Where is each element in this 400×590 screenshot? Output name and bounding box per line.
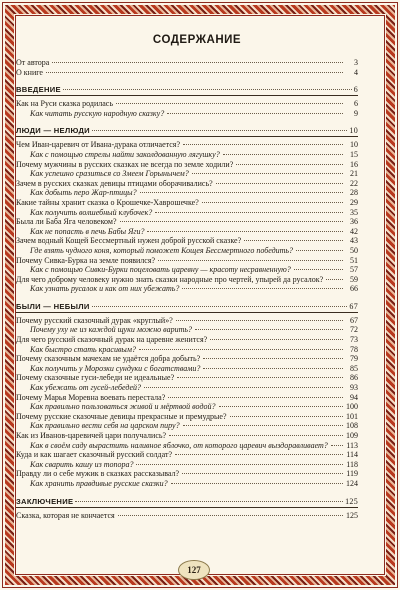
toc-entry-page: 101 (346, 411, 358, 421)
section-heading-title: ЛЮДИ — НЕЛЮДИ (16, 126, 90, 136)
dot-leader (331, 445, 343, 446)
dot-leader (219, 406, 344, 407)
dot-leader (175, 454, 343, 455)
dot-leader (236, 164, 343, 165)
toc-entry[interactable] (16, 364, 358, 374)
dot-leader (118, 515, 343, 516)
toc-entry[interactable] (16, 284, 358, 294)
toc-entry[interactable] (16, 412, 358, 422)
toc-entry-page: 9 (354, 108, 358, 118)
toc-entry-page: 93 (350, 383, 358, 393)
toc-entry-page: 108 (346, 421, 358, 431)
dot-leader (294, 269, 343, 270)
section-heading-page: 10 (349, 126, 358, 136)
toc-entry-title: Как быстро стать красивым? (30, 344, 136, 354)
section-heading-title: ВВЕДЕНИЕ (16, 85, 61, 95)
dot-leader (182, 473, 343, 474)
toc-entry-title: Как читать русскую народную сказку? (30, 108, 165, 118)
toc-entry-page: 72 (350, 325, 358, 335)
toc-entry-page: 51 (350, 255, 358, 265)
dot-leader (140, 192, 343, 193)
toc-entry-title: Как из Иванов-царевичей цари получались? (16, 431, 167, 440)
dot-leader (244, 240, 343, 241)
toc-entry-page: 35 (350, 207, 358, 217)
dot-leader (167, 113, 343, 114)
section-heading-page: 125 (345, 496, 358, 506)
dot-leader (177, 377, 343, 378)
toc-entry-title: Почему русский сказочный дурак «круглый»? (16, 315, 173, 325)
toc-entry[interactable] (16, 450, 358, 460)
section-heading[interactable] (16, 302, 358, 311)
section-heading[interactable] (16, 497, 358, 506)
toc-entry-title: Сказка, которая не кончается (16, 510, 115, 520)
toc-entry[interactable] (16, 169, 358, 179)
toc-entry[interactable] (16, 325, 358, 335)
dot-leader (203, 368, 343, 369)
toc-entry-page: 36 (350, 217, 358, 227)
page-number: 127 (178, 560, 210, 580)
section-rule (16, 312, 358, 313)
section-rule (16, 507, 358, 508)
toc-entry[interactable] (16, 460, 358, 470)
dot-leader (46, 72, 343, 73)
toc-entry[interactable] (16, 99, 358, 109)
dot-leader (182, 288, 343, 289)
dot-leader (176, 320, 343, 321)
toc-entry[interactable] (16, 208, 358, 218)
toc-entry-title: Как не попасть в печь Бабы Яги? (30, 226, 145, 236)
dot-leader (296, 250, 343, 251)
toc-entry-title: Почему сказочные гуси-лебеди не идеальные? (16, 373, 175, 383)
toc-entry-page: 4 (354, 67, 358, 77)
dot-leader (202, 202, 343, 203)
toc-entry[interactable] (16, 421, 358, 431)
toc-entry[interactable] (16, 227, 358, 237)
toc-entry[interactable] (16, 431, 358, 441)
toc-entry-page: 125 (346, 510, 358, 520)
toc-entry-page: 100 (346, 402, 358, 412)
dot-leader (171, 483, 343, 484)
dot-leader (168, 397, 343, 398)
dot-leader (144, 387, 343, 388)
dot-leader (326, 279, 343, 280)
toc-entry-title: О книге (16, 67, 43, 77)
toc-entry-page: 21 (350, 169, 358, 179)
dot-leader (183, 144, 343, 145)
toc-entry[interactable] (16, 479, 358, 489)
dot-leader (203, 358, 343, 359)
toc-entry[interactable] (16, 109, 358, 119)
toc-entry[interactable] (16, 68, 358, 78)
dot-leader (120, 221, 343, 222)
section-heading-page: 67 (349, 301, 358, 311)
toc-entry-page: 28 (350, 188, 358, 198)
toc-entry-page: 86 (350, 373, 358, 383)
toc-entry[interactable] (16, 188, 358, 198)
dot-leader (169, 435, 343, 436)
toc-entry[interactable] (16, 335, 358, 345)
toc-entry-title: Как хранить правдивые русские сказки? (30, 478, 168, 488)
dot-leader (136, 464, 343, 465)
section-heading-title: БЫЛИ — НЕБЫЛИ (16, 301, 90, 311)
toc-entry[interactable] (16, 393, 358, 403)
toc-entry-page: 42 (350, 226, 358, 236)
dot-leader (183, 425, 343, 426)
toc-entry[interactable] (16, 469, 358, 479)
toc-entry-title: От автора (16, 58, 50, 67)
toc-entry-title: Зачем водный Кощей Бессмертный нужен доброй русской сказке? (16, 236, 242, 246)
dot-leader (223, 154, 343, 155)
toc-entry-page: 78 (350, 344, 358, 354)
toc-entry-title: Где взять чудного коня, который поможет Кощея Бессмертного победить? (30, 245, 294, 255)
toc-entry-title: Была ли Баба Яга человеком? (16, 217, 117, 227)
toc-entry[interactable] (16, 217, 358, 227)
section-heading-page: 6 (353, 85, 358, 95)
toc-entry[interactable] (16, 316, 358, 326)
toc-entry-title: Как с помощью стрелы найти заколдованную лягушку? (30, 149, 220, 159)
toc-entry[interactable] (16, 236, 358, 246)
toc-entry-title: Как получить волшебный клубочек? (30, 207, 153, 217)
toc-entry-page: 114 (346, 450, 358, 460)
section-heading[interactable] (16, 85, 358, 94)
toc-entry-title: Почему сказочным мачехам не удаётся добра добыть? (16, 354, 201, 364)
toc-entry-page: 22 (350, 178, 358, 188)
toc-entry[interactable] (16, 441, 358, 451)
toc-entry-title: Зачем в русских сказках девицы птицами оборачивались? (16, 178, 213, 188)
dot-leader (63, 89, 352, 90)
toc-entry[interactable] (16, 511, 358, 521)
toc-entry[interactable] (16, 383, 358, 393)
toc-entry-page: 10 (350, 140, 358, 150)
toc-entry-page: 57 (350, 265, 358, 275)
toc-entry-page: 118 (346, 459, 358, 469)
toc-entry-title: Как правильно пользоваться живой и мёртвой водой? (30, 402, 216, 412)
section-heading-title: ЗАКЛЮЧЕНИЕ (16, 496, 74, 506)
dot-leader (147, 231, 343, 232)
dot-leader (195, 329, 343, 330)
toc-entry-title: Правду ли о себе мужик в сказках рассказывал? (16, 469, 180, 479)
toc-entry[interactable] (16, 140, 358, 150)
toc-entry-title: Как правильно вести себя на царском пиру? (30, 421, 180, 431)
toc-entry-title: Как в своём саду вырастить наливное яблочко, от которого царевич выздоравливает? (30, 440, 328, 450)
toc-entry-title: Почему русские сказочные девицы прекрасные и премудрые? (16, 411, 227, 421)
section-heading[interactable] (16, 126, 358, 135)
toc-entry-title: Как сварить кашу из топора? (30, 459, 134, 469)
toc-entry[interactable] (16, 275, 358, 285)
toc-entry-page: 50 (350, 245, 358, 255)
dot-leader (139, 349, 343, 350)
toc-entry-page: 6 (354, 99, 358, 109)
toc-entry[interactable] (16, 354, 358, 364)
toc-entry-page: 29 (350, 197, 358, 207)
toc-entry-title: Как на Руси сказка родилась (16, 99, 113, 109)
toc-entry-page: 109 (346, 431, 358, 440)
toc-entry-page: 59 (350, 274, 358, 284)
toc-entry[interactable] (16, 58, 358, 68)
toc-entry-title: Для чего русский сказочный дурак на царевне женится? (16, 335, 208, 345)
dot-leader (92, 306, 348, 307)
toc-entry-title: Почему Марья Моревна воевать перестала? (16, 392, 166, 402)
toc-entry-title: Как успешно сразиться со Змеем Горынычем? (30, 169, 189, 179)
toc-entry-title: Как с помощью Сивки-Бурки поцеловать царевну — красоту несравненную? (30, 265, 291, 275)
toc-entry-page: 85 (350, 363, 358, 373)
dot-leader (216, 183, 343, 184)
toc-entry[interactable] (16, 246, 358, 256)
toc-entry-page: 66 (350, 284, 358, 294)
toc-entry-title: Почему Сивка-Бурка на земле появился? (16, 255, 156, 265)
dot-leader (75, 501, 343, 502)
toc-entry-page: 94 (350, 392, 358, 402)
toc-list (16, 58, 358, 520)
toc-entry[interactable] (16, 150, 358, 160)
page-title: СОДЕРЖАНИЕ (152, 34, 242, 46)
toc-entry[interactable] (16, 179, 358, 189)
toc-entry-page: 15 (350, 149, 358, 159)
toc-entry-title: Как узнать русалок и как от них убежать? (30, 284, 180, 294)
toc-entry-page: 79 (350, 354, 358, 364)
dot-leader (210, 339, 343, 340)
toc-entry-title: Почему мужчины в русских сказках не всегда по земле ходили? (16, 159, 234, 169)
table-of-contents (16, 34, 358, 520)
dot-leader (92, 130, 347, 131)
toc-entry-page: 43 (350, 236, 358, 246)
section-rule (16, 95, 358, 96)
dot-leader (158, 260, 343, 261)
dot-leader (116, 103, 343, 104)
toc-entry-page: 73 (350, 335, 358, 345)
toc-entry[interactable] (16, 198, 358, 208)
toc-entry-page: 119 (346, 469, 358, 479)
toc-entry-title: Как добыть перо Жар-птицы? (30, 188, 137, 198)
toc-entry-title: Как получить у Морозки сундуки с богатствами? (30, 363, 201, 373)
toc-entry-title: Какие тайны хранит сказка о Крошечке-Хаврошечке? (16, 197, 199, 207)
toc-entry[interactable] (16, 373, 358, 383)
toc-entry-title: Как убежать от гусей-лебедей? (30, 383, 142, 393)
toc-entry-title: Для чего доброму человеку нужно знать сказки народные про чертей, упырей да русалок? (16, 274, 324, 284)
toc-entry-title: Куда и как шагает сказочный русский солдат? (16, 450, 173, 460)
toc-entry-page: 16 (350, 159, 358, 169)
toc-entry[interactable] (16, 402, 358, 412)
toc-entry-page: 113 (346, 440, 358, 450)
toc-entry-page: 67 (350, 315, 358, 325)
toc-entry[interactable] (16, 345, 358, 355)
toc-entry-title: Почему уху не из каждой щуки можно варить? (30, 325, 192, 335)
toc-entry[interactable] (16, 160, 358, 170)
dot-leader (155, 212, 343, 213)
toc-entry[interactable] (16, 256, 358, 266)
dot-leader (230, 416, 343, 417)
toc-entry-title: Чем Иван-царевич от Ивана-дурака отличается? (16, 140, 181, 150)
dot-leader (192, 173, 343, 174)
dot-leader (52, 62, 343, 63)
section-rule (16, 136, 358, 137)
toc-entry[interactable] (16, 265, 358, 275)
toc-entry-page: 3 (354, 58, 358, 67)
toc-entry-page: 124 (346, 478, 358, 488)
